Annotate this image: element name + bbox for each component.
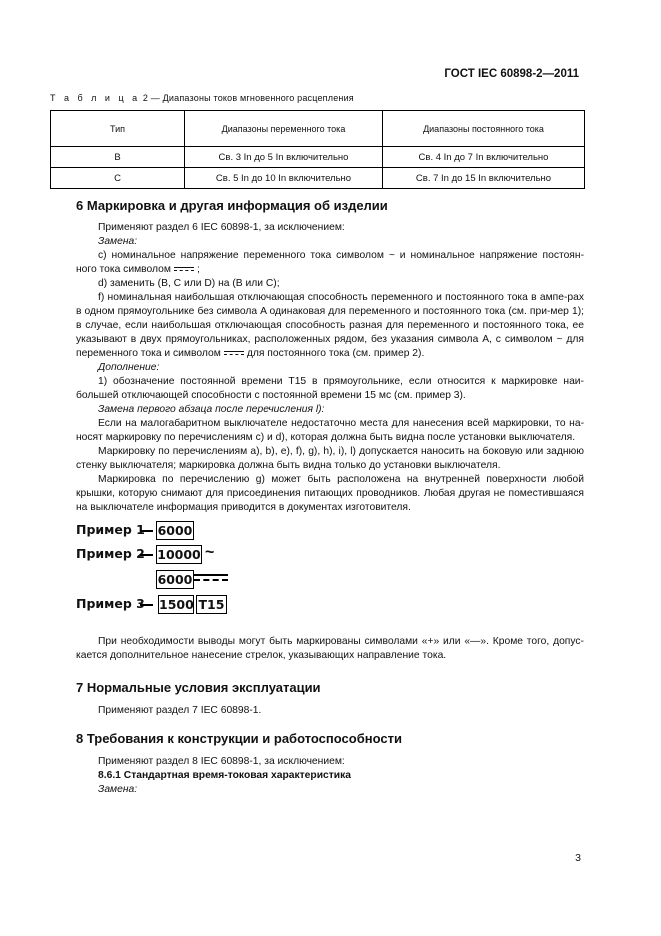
example-3-time-box: T15: [196, 595, 227, 614]
example-2-dc-box: 6000: [157, 572, 193, 587]
table-header-row: [51, 111, 585, 147]
example-3-label: Пример 3: [76, 596, 145, 611]
dc-symbol-icon: [194, 574, 228, 581]
table-caption-prefix: Т а б л и ц а: [50, 93, 141, 103]
table-header-cell: Диапазоны постоянного тока: [383, 111, 585, 147]
paragraph: При необходимости выводы могут быть маркированы символами «+» или «—». Кроме того, допус-кается дополнительное нанесение стрелок, указывающих направление тока.: [76, 636, 584, 661]
example-dash: [140, 554, 153, 556]
table-header-cell: Диапазоны переменного тока: [185, 111, 383, 147]
paragraph: Применяют раздел 8 IEC 60898-1, за исключением:: [98, 756, 345, 767]
section-7-body: [76, 704, 584, 718]
example-2-ac-box: 10000: [157, 547, 201, 562]
table-cell-ac: Св. 3 In до 5 In включительно: [185, 147, 383, 168]
section-8-body: [76, 755, 584, 797]
table-cell-dc: Св. 7 In до 15 In включительно: [383, 168, 585, 189]
paragraph: Если на малогабаритном выключателе недостаточно места для нанесения всей маркировки, то на-носят маркировку по перечислениям c) и d), которая должна быть видна после установки выключателя.: [76, 418, 584, 443]
paragraph: 1) обозначение постоянной времени T15 в прямоугольнике, если относится к маркировке наи-большей отключающей способности с постоянной времени 15 мс (см. пример 3).: [76, 376, 584, 401]
paragraph: [76, 249, 584, 277]
table-cell-type: B: [51, 147, 185, 168]
paragraph: Применяют раздел 7 IEC 60898-1.: [98, 705, 262, 716]
example-3-box: 1500: [159, 597, 194, 612]
ac-symbol: ~: [205, 544, 215, 561]
dc-symbol-icon: [224, 349, 244, 357]
table-caption: [50, 93, 354, 103]
table-cell-type: C: [51, 168, 185, 189]
table-row: [51, 168, 585, 189]
section-6-title: 6 Маркировка и другая информация об изделии: [76, 198, 388, 213]
example-1-box: 6000: [157, 523, 193, 538]
section-8-title: 8 Требования к конструкции и работоспособности: [76, 731, 402, 746]
page-number: 3: [575, 852, 581, 864]
table-header-cell: Тип: [51, 111, 185, 147]
table-row: [51, 147, 585, 168]
subsection-title: 8.6.1 Стандартная время-токовая характеристика: [98, 770, 352, 781]
example-dash: [140, 530, 153, 532]
paragraph: Замена:: [98, 784, 138, 795]
example-dash: [140, 604, 153, 606]
paragraph-text: ;: [196, 264, 200, 275]
paragraph: Дополнение:: [98, 362, 160, 373]
paragraph-text: ного тока символом: [76, 264, 171, 275]
current-ranges-table: [50, 110, 585, 189]
paragraph-text: для постоянного тока (см. пример 2).: [246, 348, 425, 359]
paragraph: Замена:: [98, 236, 138, 247]
dc-symbol-icon: [174, 265, 194, 273]
paragraph-text: f) номинальная наибольшая отключающая способность переменного и постоянного тока в ампе-рах в одном прямоугольнике без символа A одинаковая для переменного и постоянного тока (см. при-мер 1); в случае, если наибольшая отключающая способность разная для переменного и постоянного тока, ее указывают в двух прямоугольниках, расположенных рядом, без указания символа A, с символом ~ для переменного тока и символом: [76, 292, 584, 359]
after-examples-text: [76, 635, 584, 663]
example-1-label: Пример 1: [76, 522, 145, 537]
section-7-title: 7 Нормальные условия эксплуатации: [76, 680, 321, 695]
table-caption-text: 2 — Диапазоны токов мгновенного расцепления: [142, 93, 354, 103]
paragraph: Применяют раздел 6 IEC 60898-1, за исключением:: [98, 222, 345, 233]
table-cell-ac: Св. 5 In до 10 In включительно: [185, 168, 383, 189]
paragraph: Замена первого абзаца после перечисления l):: [98, 404, 325, 415]
section-6-body: [76, 221, 584, 515]
paragraph: Маркировка по перечислению g) может быть расположена на внутренней поверхности любой крышки, которую снимают для присоединения питающих проводников. Любая другая не поместившаяся на выключателе информация приводится в документах изготовителя.: [76, 474, 584, 513]
table-cell-dc: Св. 4 In до 7 In включительно: [383, 147, 585, 168]
paragraph: [76, 291, 584, 361]
document-header: ГОСТ IEC 60898-2—2011: [444, 68, 579, 80]
paragraph: d) заменить (B, C или D) на (B или C);: [98, 278, 280, 289]
paragraph: Маркировку по перечислениям a), b), e), f), g), h), i), l) допускается наносить на боковую или заднюю стенку выключателя; маркировка должна быть видна только до установки выключателя.: [76, 446, 584, 471]
example-2-label: Пример 2: [76, 546, 145, 561]
paragraph-text: c) номинальное напряжение переменного тока символом ~ и номинальное напряжение постоян-: [98, 250, 584, 261]
